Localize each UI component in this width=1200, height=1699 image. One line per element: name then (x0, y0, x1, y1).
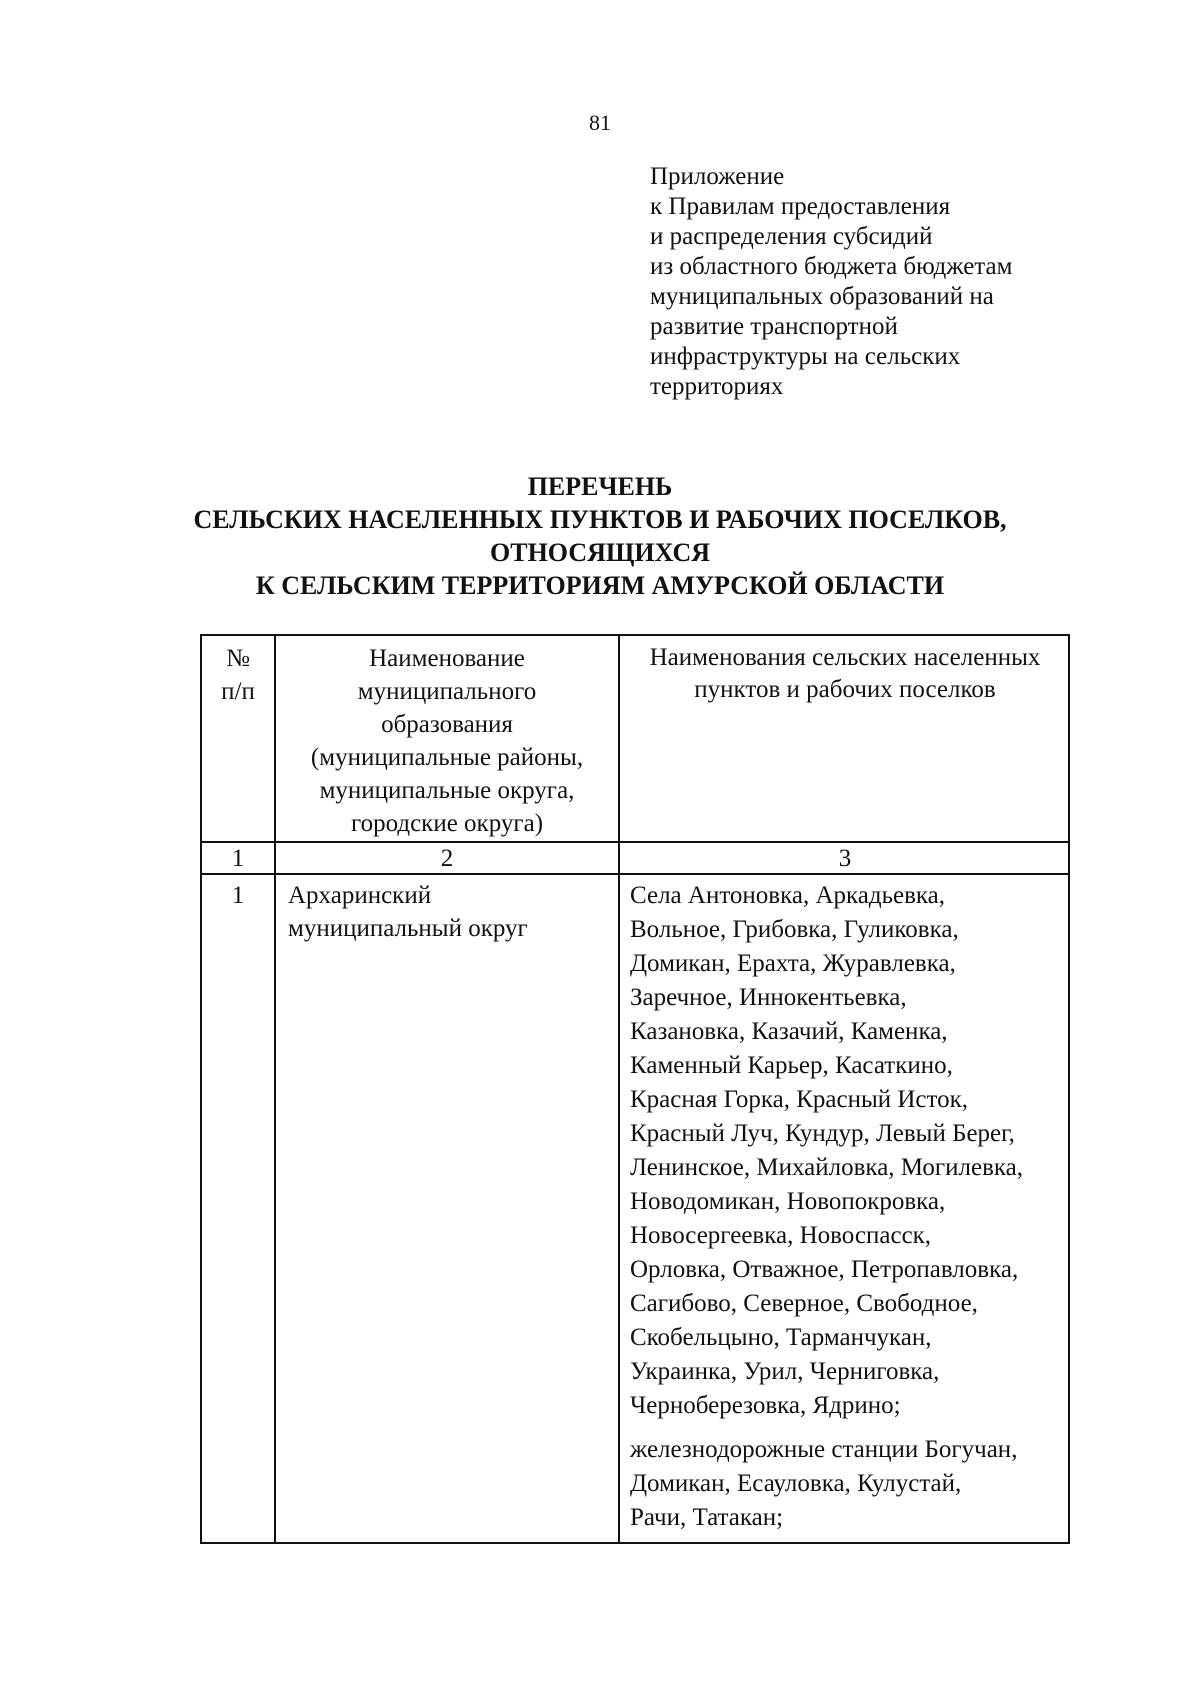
settlement-line: Ленинское, Михайловка, Могилевка, (630, 1154, 1024, 1181)
title-line: ПЕРЕЧЕНЬ (527, 472, 673, 501)
settlement-line: Новосергеевка, Новоспасск, (630, 1222, 932, 1249)
municipality-line: Архаринский (288, 882, 432, 909)
column-number-1: 1 (231, 845, 245, 872)
settlements-table (200, 634, 1070, 1544)
settlement-line: Домикан, Ерахта, Журавлевка, (630, 950, 956, 977)
header-settlements-line: Наименования сельских населенных (649, 644, 1041, 671)
column-number-3: 3 (838, 845, 852, 872)
station-line: железнодорожные станции Богучан, (630, 1436, 1018, 1463)
header-municipality-line: городские округа) (350, 810, 544, 837)
appendix-line: муниципальных образований на (650, 283, 994, 310)
appendix-line: Приложение (650, 163, 785, 190)
document-title (0, 470, 1200, 602)
appendix-note (650, 162, 1090, 402)
settlement-line: Украинка, Урил, Черниговка, (630, 1358, 940, 1385)
paragraph-gap (630, 1423, 1070, 1433)
settlement-line: Села Антоновка, Аркадьевка, (630, 882, 946, 909)
settlement-line: Казановка, Казачий, Каменка, (630, 1018, 948, 1045)
station-line: Домикан, Есауловка, Кулустай, (630, 1470, 962, 1497)
page-number: 81 (589, 110, 611, 135)
settlement-line: Вольное, Грибовка, Гуликовка, (630, 916, 959, 943)
appendix-line: инфраструктуры на сельских (650, 343, 961, 370)
header-municipality-line: Наименование (369, 645, 525, 672)
station-line: Рачи, Татакан; (630, 1504, 784, 1531)
settlement-line: Заречное, Иннокентьевка, (630, 984, 907, 1011)
header-municipality-line: (муниципальные районы, (310, 744, 584, 771)
row-settlements (630, 879, 1070, 1535)
header-settlements-line: пунктов и рабочих поселков (694, 676, 996, 703)
column-divider (618, 636, 620, 1542)
header-number-line: № (226, 645, 250, 672)
row-municipality (288, 879, 618, 945)
title-line: ОТНОСЯЩИХСЯ (490, 538, 710, 567)
appendix-line: и распределения субсидий (650, 223, 933, 250)
appendix-line: из областного бюджета бюджетам (650, 253, 1013, 280)
header-settlements (620, 642, 1070, 706)
settlement-line: Сагибово, Северное, Свободное, (630, 1290, 978, 1317)
settlement-line: Новодомикан, Новопокровка, (630, 1188, 946, 1215)
settlement-line: Скобельцыно, Тарманчукан, (630, 1324, 932, 1351)
header-municipality (276, 642, 618, 840)
header-municipality-line: образования (381, 711, 513, 738)
header-number-line: п/п (221, 678, 255, 705)
settlement-line: Красная Горка, Красный Исток, (630, 1086, 969, 1113)
header-number (202, 642, 274, 708)
settlement-line: Красный Луч, Кундур, Левый Берег, (630, 1120, 1015, 1147)
header-municipality-line: муниципального (357, 678, 537, 705)
title-line: СЕЛЬСКИХ НАСЕЛЕННЫХ ПУНКТОВ И РАБОЧИХ ПОСЕЛКОВ, (193, 505, 1007, 534)
column-number-2: 2 (440, 845, 454, 872)
appendix-line: к Правилам предоставления (650, 193, 951, 220)
header-municipality-line: муниципальные округа, (319, 777, 575, 804)
settlement-line: Черноберезовка, Ядрино; (630, 1392, 901, 1419)
settlement-line: Каменный Карьер, Касаткино, (630, 1052, 953, 1079)
title-line: К СЕЛЬСКИМ ТЕРРИТОРИЯМ АМУРСКОЙ ОБЛАСТИ (255, 571, 945, 600)
appendix-line: развитие транспортной (650, 313, 898, 340)
appendix-line: территориях (650, 373, 784, 400)
municipality-line: муниципальный округ (288, 915, 528, 942)
settlement-line: Орловка, Отважное, Петропавловка, (630, 1256, 1019, 1283)
row-number: 1 (231, 882, 245, 909)
